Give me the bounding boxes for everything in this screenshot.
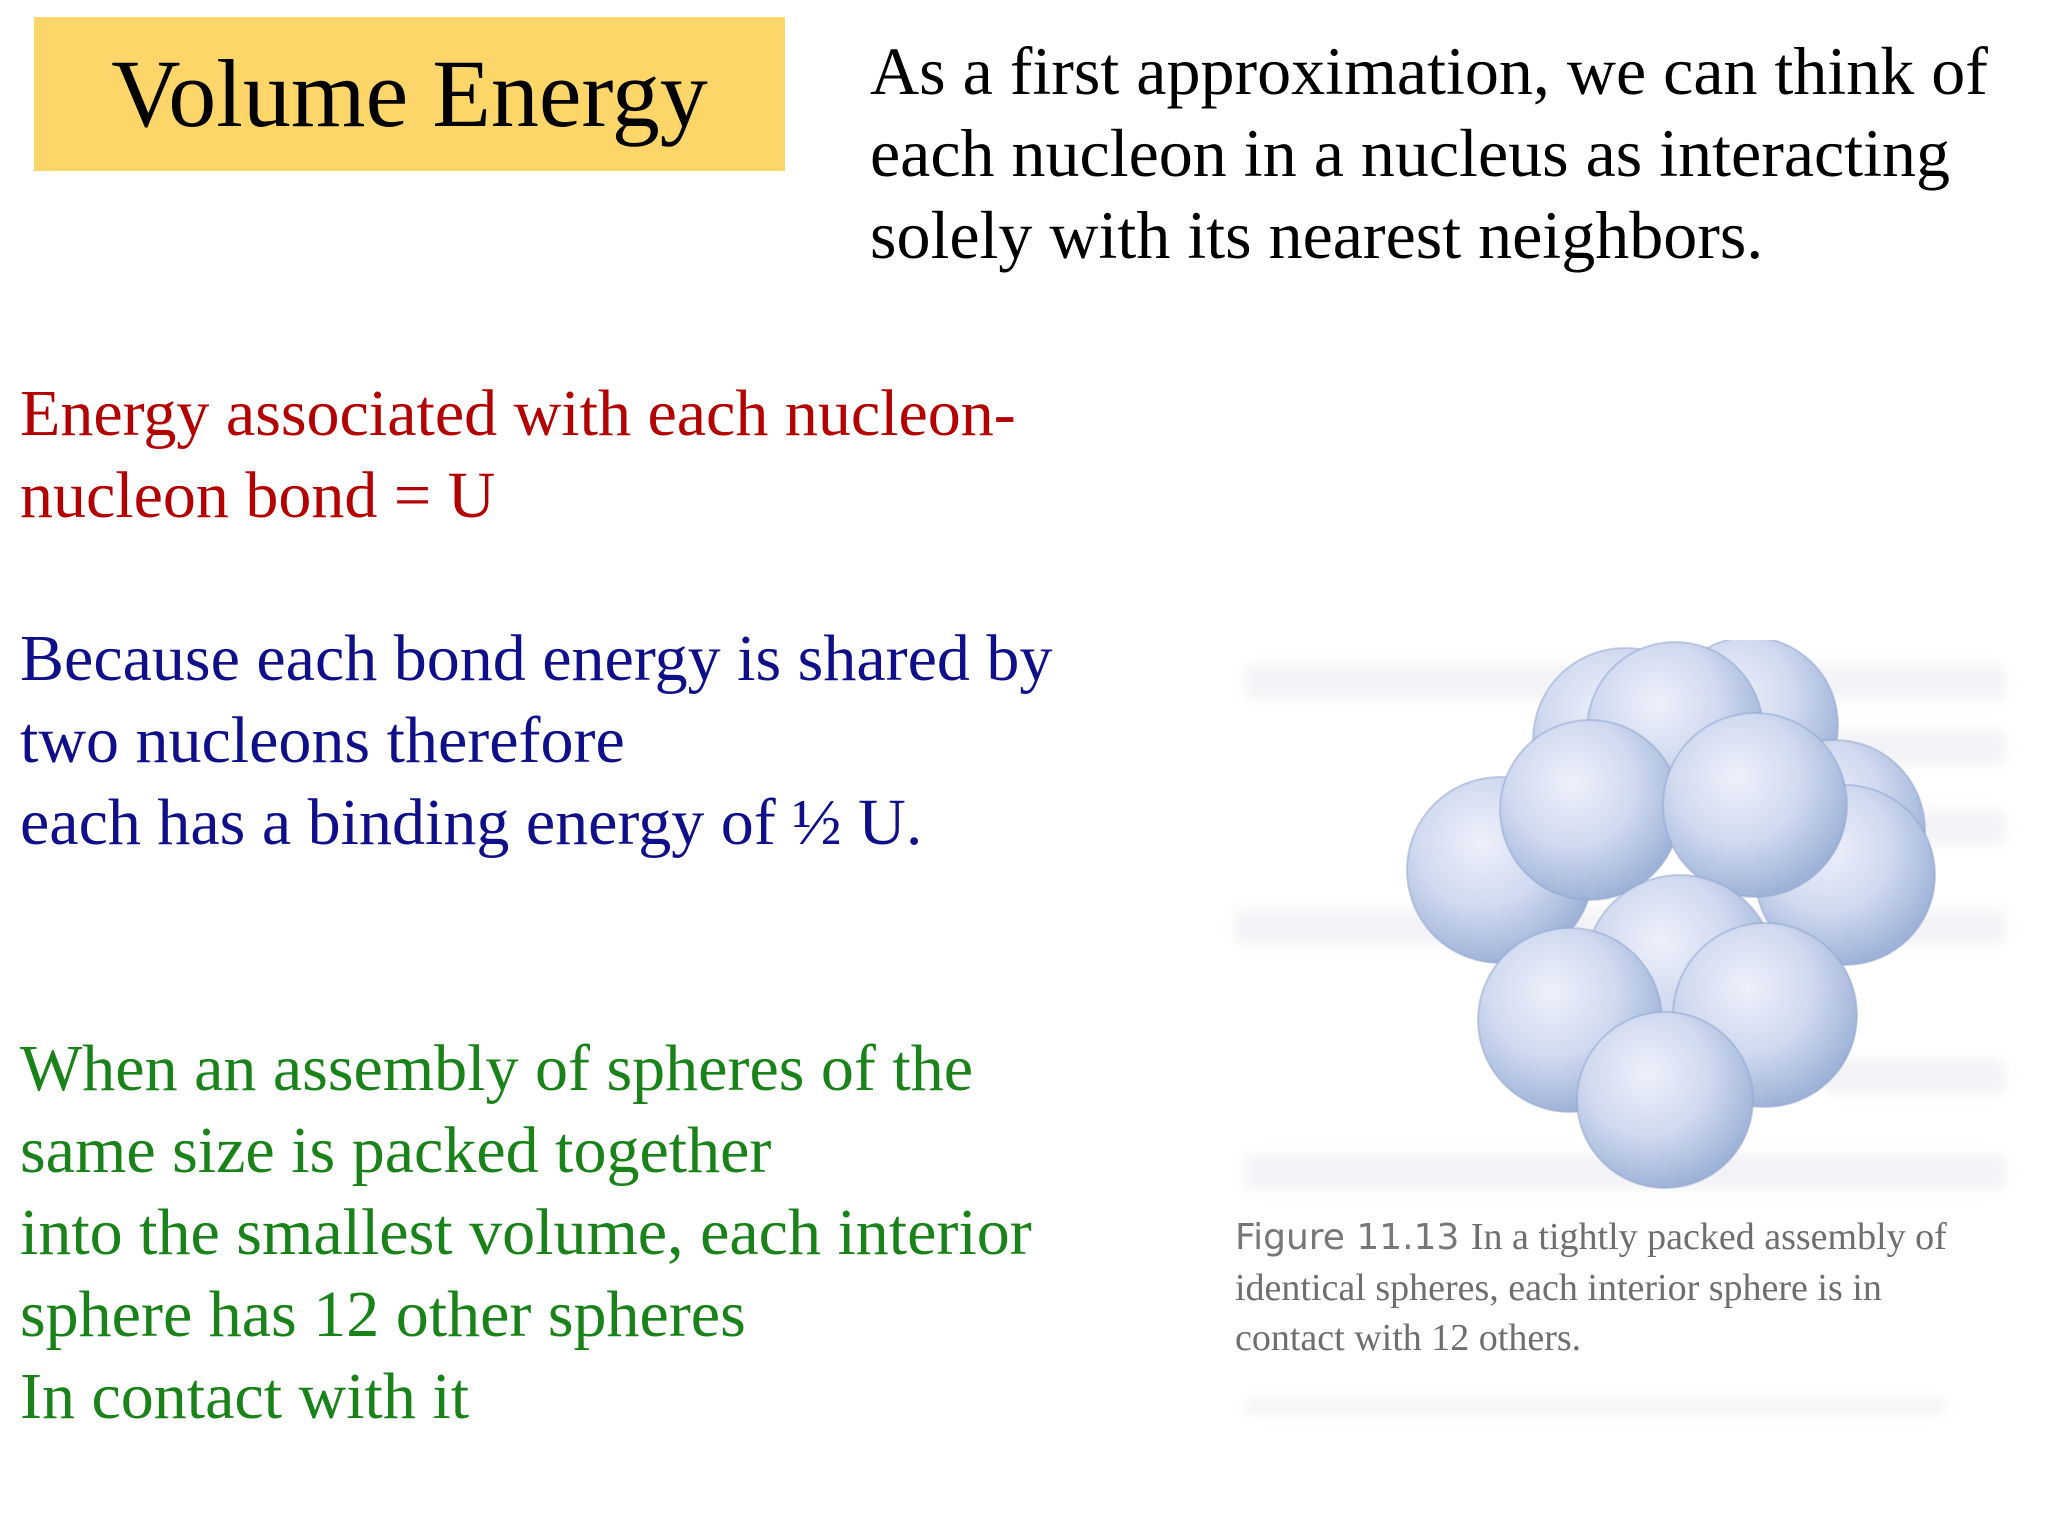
sphere-packing-illustration <box>1325 640 2025 1220</box>
green-line: same size is packed together <box>20 1114 772 1187</box>
shared-bond-statement <box>20 618 1052 864</box>
intro-line: solely with its nearest neighbors. <box>870 197 1764 273</box>
figure-11-13 <box>1225 640 2048 1420</box>
slide-title: Volume Energy <box>111 40 708 147</box>
figure-caption <box>1235 1212 2015 1363</box>
caption-line: contact with 12 others. <box>1235 1317 1582 1359</box>
blue-line: each has a binding energy of ½ U. <box>20 786 923 859</box>
green-line: into the smallest volume, each interior <box>20 1196 1032 1269</box>
title-box <box>34 17 785 171</box>
figure-label: Figure 11.13 <box>1235 1217 1460 1258</box>
red-line: Energy associated with each nucleon- <box>20 377 1016 450</box>
green-line: When an assembly of spheres of the <box>20 1032 974 1105</box>
packing-statement <box>20 1028 1032 1438</box>
intro-paragraph <box>870 30 2030 276</box>
blue-line: two nucleons therefore <box>20 704 625 777</box>
caption-line <box>1235 1212 2015 1263</box>
caption-text: In a tightly packed assembly of <box>1470 1216 1947 1258</box>
sphere-cluster <box>1407 640 1935 1188</box>
intro-line: each nucleon in a nucleus as interacting <box>870 115 1950 191</box>
green-line: In contact with it <box>20 1360 470 1433</box>
sphere <box>1500 720 1680 900</box>
green-line: sphere has 12 other spheres <box>20 1278 746 1351</box>
bond-energy-statement <box>20 373 1016 537</box>
blue-line: Because each bond energy is shared by <box>20 622 1053 695</box>
sphere <box>1577 1012 1753 1188</box>
intro-line: As a first approximation, we can think of <box>870 33 1988 109</box>
sphere <box>1663 713 1847 897</box>
caption-line: identical spheres, each interior sphere is in <box>1235 1267 1882 1309</box>
red-line: nucleon bond = U <box>20 459 496 532</box>
faded-scan-text <box>1245 1400 1945 1414</box>
